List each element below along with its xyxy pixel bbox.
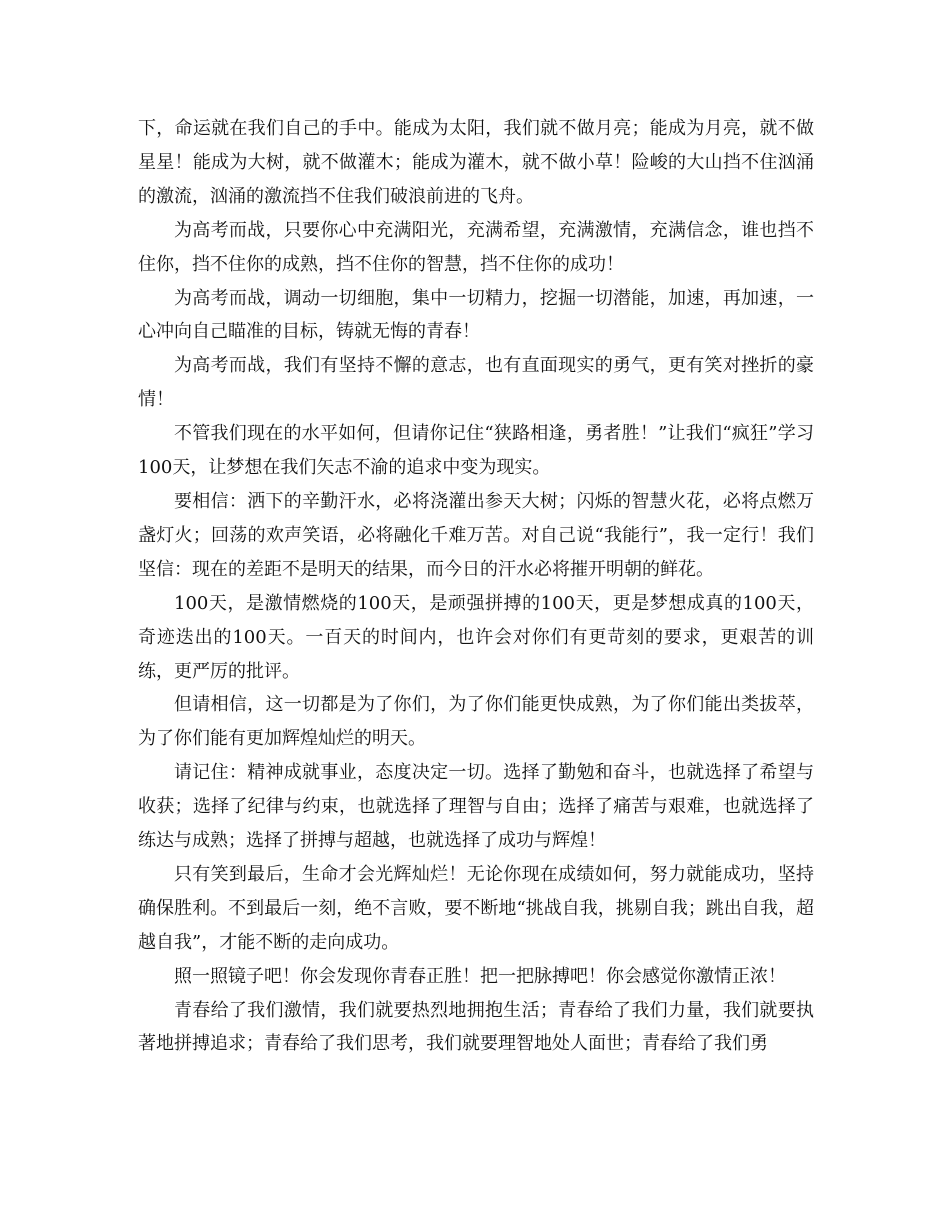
paragraph-4: 为高考而战，我们有坚持不懈的意志，也有直面现实的勇气，更有笑对挫折的豪情！ [138, 355, 814, 411]
paragraph-12: 青春给了我们激情，我们就要热烈地拥抱生活；青春给了我们力量，我们就要执著地拼搏追求；青春给了我们思考，我们就要理智地处人面世；青春给了我们勇 [138, 999, 814, 1055]
paragraph-9: 请记住：精神成就事业，态度决定一切。选择了勤勉和奋斗，也就选择了希望与收获；选择了纪律与约束，也就选择了理智与自由；选择了痛苦与艰难，也就选择了练达与成熟；选择了拼搏与超越，也就选择了成功与辉煌！ [138, 762, 814, 852]
paragraph-7: 100天，是激情燃烧的100天，是顽强拼搏的100天，更是梦想成真的100天，奇迹迭出的100天。一百天的时间内，也许会对你们有更苛刻的要求，更艰苦的训练，更严厉的批评。 [138, 592, 814, 682]
paragraph-3: 为高考而战，调动一切细胞，集中一切精力，挖掘一切潜能，加速，再加速，一心冲向自己瞄准的目标，铸就无悔的青春！ [138, 287, 814, 343]
paragraph-10: 只有笑到最后，生命才会光辉灿烂！无论你现在成绩如何，努力就能成功，坚持确保胜利。不到最后一刻，绝不言败，要不断地“挑战自我，挑剔自我；跳出自我，超越自我”，才能不断的走向成功。 [138, 863, 814, 953]
paragraph-8: 但请相信，这一切都是为了你们，为了你们能更快成熟，为了你们能出类拔萃，为了你们能有更加辉煌灿烂的明天。 [138, 694, 814, 750]
paragraph-6: 要相信：洒下的辛勤汗水，必将浇灌出参天大树；闪烁的智慧火花，必将点燃万盏灯火；回荡的欢声笑语，必将融化千难万苦。对自己说“我能行”，我一定行！我们坚信：现在的差距不是明天的结果，而今日的汗水必将摧开明朝的鲜花。 [138, 490, 814, 580]
paragraph-2: 为高考而战，只要你心中充满阳光，充满希望，充满激情，充满信念，谁也挡不住你，挡不住你的成熟，挡不住你的智慧，挡不住你的成功！ [138, 219, 814, 275]
paragraph-5: 不管我们现在的水平如何，但请你记住“狭路相逢，勇者胜！”让我们“疯狂”学习100天，让梦想在我们矢志不渝的追求中变为现实。 [138, 423, 814, 479]
paragraph-1: 下，命运就在我们自己的手中。能成为太阳，我们就不做月亮；能成为月亮，就不做星星！能成为大树，就不做灌木；能成为灌木，就不做小草！险峻的大山挡不住汹涌的激流，汹涌的激流挡不住我们破浪前进的飞舟。 [138, 118, 814, 207]
document-body [138, 112, 814, 1061]
paragraph-11: 照一照镜子吧！你会发现你青春正胜！把一把脉搏吧！你会感觉你激情正浓！ [174, 965, 786, 987]
